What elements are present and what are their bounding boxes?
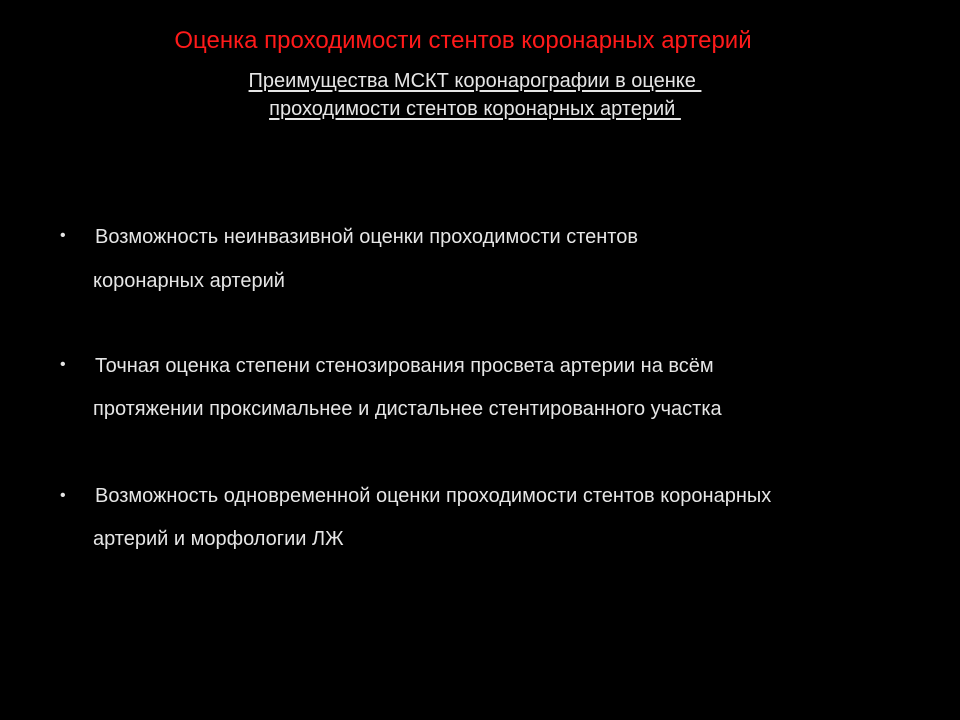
bullet-1-line-2: коронарных артерий (93, 270, 285, 292)
bullet-2-line-1: Точная оценка степени стенозирования просвета артерии на всём (95, 355, 714, 377)
bullet-3-line-1: Возможность одновременной оценки проходимости стентов коронарных (95, 485, 772, 507)
bullet-1-line-1: Возможность неинвазивной оценки проходимости стентов (95, 226, 638, 248)
subtitle-line-2: проходимости стентов коронарных артерий (269, 98, 681, 120)
subtitle-line-1: Преимущества МСКТ коронарографии в оценке (248, 70, 702, 92)
bullet-marker: • (60, 487, 66, 504)
slide-title: Оценка проходимости стентов коронарных артерий (174, 27, 752, 54)
bullet-marker: • (60, 356, 66, 373)
bullet-marker: • (60, 227, 66, 244)
bullet-3-line-2: артерий и морфологии ЛЖ (93, 528, 344, 550)
bullet-2-line-2: протяжении проксимальнее и дистальнее стентированного участка (93, 398, 722, 420)
